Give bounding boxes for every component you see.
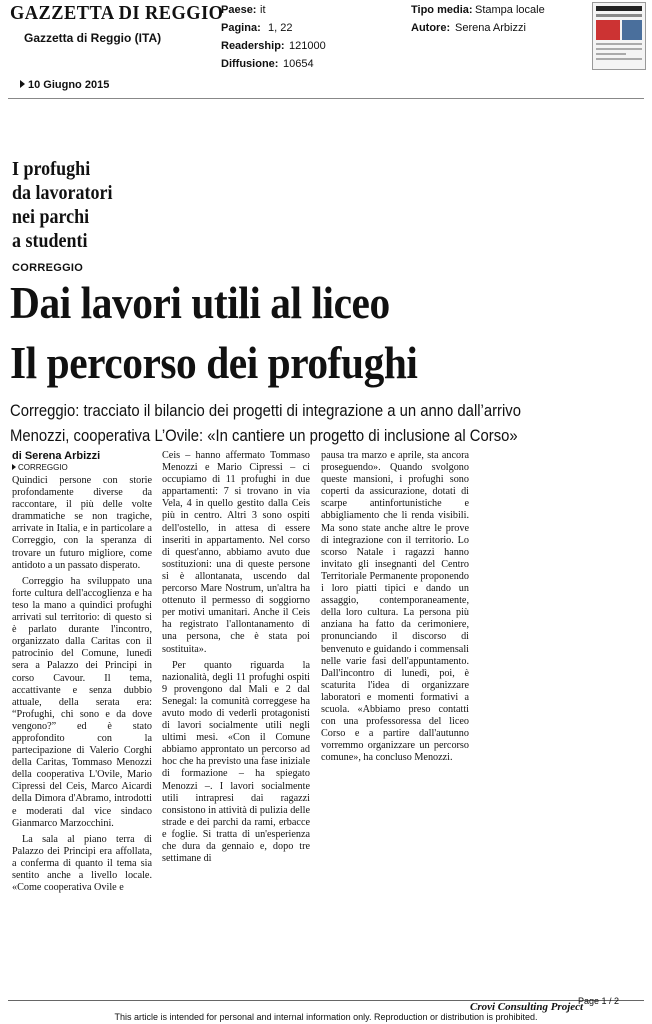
article-column-2 [162, 450, 310, 865]
paragraph: La sala al piano terra di Palazzo dei Principi era affollata, a conferma di quanto il tema sia sentito anche a livello locale. «Come cooperativa Ovile e [12, 833, 152, 894]
meta-autore-label: Autore: [411, 22, 451, 34]
paragraph: pausa tra marzo e aprile, sta ancora proseguendo». Quando svolgono queste mansioni, i profughi sono coperti da assicurazione, dotati di scarpe antinfortunistiche e abbigliamento che li renda visibili. Ma sono state anche altre le prove di integrazione con il territorio. Lo scorso Natale i ragazzi hanno invitato gli insegnanti del Centro Territoriale Permanente proponendo i loro piatti tipici e dando un assaggio, contemporaneamente, della loro cultura. La persona più anziana ha fatto da cerimoniere, pronunciando il discorso di benvenuto e guidando i commensali nelle varie fasi dell'appuntamento. Dall'incontro di lunedì, poi, è scaturita l'idea di organizzare laboratori e momenti formativi a scuola. «Abbiamo preso contatti con una professoressa del liceo Corso e a partire dall'autunno vorremmo organizzare un percorso comune», ha concluso Menozzi. [321, 450, 469, 764]
article-column-1 [12, 475, 152, 894]
meta-readership-label: Readership: [221, 40, 285, 52]
kicker-line: I profughi [12, 158, 91, 180]
kicker [12, 157, 192, 253]
triangle-bullet-icon [12, 464, 16, 470]
paragraph: Correggio ha sviluppato una forte cultura dell'accoglienza e ha teso la mano a quindici profughi arrivati sul territorio: di questo si è parlato durante l'incontro, organizzato dalla Caritas con il patrocinio del Comune, lunedì sera a Palazzo dei Principi in corso Cavour. Il tema, accattivante e senza dubbio attuale, della serata era: “Profughi, chi sono e da dove vengono?” ed è stato approfondito con la partecipazione di Valerio Corghi della Caritas, Tommaso Menozzi della cooperativa L'Ovile, Mario Cipressi del Ceis, Marco Aicardi della Dimora d'Abramo, introdotti e moderati dal vice sindaco Gianmarco Marzocchini. [12, 575, 152, 829]
subhead: Menozzi, cooperativa L’Ovile: «In cantiere un progetto di inclusione al Corso» [10, 427, 518, 445]
meta-paese-value: it [260, 4, 266, 16]
byline: di Serena Arbizzi [12, 450, 101, 462]
header-divider [8, 98, 644, 99]
meta-tipo-value: Stampa locale [475, 4, 545, 16]
place-label: CORREGGIO [12, 262, 84, 274]
publication-date-text: 10 Giugno 2015 [28, 79, 110, 91]
subhead: Correggio: tracciato il bilancio dei progetti di integrazione a un anno dall’arrivo [10, 402, 521, 420]
byline-tag-text: CORREGGIO [18, 463, 68, 472]
paragraph: Ceis – hanno affermato Tommaso Menozzi e Mario Cipressi – ci occupiamo di 11 profughi in due appartamenti: 7 si trovano in via Vela, 4 in quello gestito dalla Ceis più in centro. Altri 3 sono ospiti dell'ostello, in attesa di essere inseriti in appartamento. Nel corso di quest'anno, abbiamo avuto due sostituzioni: una di queste persone si è allontanata, uscendo dal percorso Mare Nostrum, un'altra ha ottenuto il permesso di soggiorno per motivi umanitari. Anche il Ceis ha registrato l'allontanamento di una persona, che è stata poi sostituita». [162, 450, 310, 655]
meta-paese-label: Paese: [221, 4, 257, 16]
meta-diffusione-label: Diffusione: [221, 58, 279, 70]
triangle-bullet-icon [20, 80, 25, 88]
paragraph: Quindici persone con storie profondamente diverse da raccontare, il più delle volte drammatiche se non tragiche, arrivate in Italia, e in particolare a Correggio, con la speranza di trovare un futuro migliore, come antidoto a un passato disperato. [12, 475, 152, 571]
kicker-line: da lavoratori [12, 182, 113, 204]
meta-pagina-label: Pagina: [221, 22, 261, 34]
meta-pagina-value: 1, 22 [268, 22, 293, 34]
masthead-logo: GAZZETTA DI REGGIO [10, 2, 224, 24]
meta-tipo-label: Tipo media: [411, 4, 473, 16]
footer-brand: Crovi Consulting Project [470, 1001, 584, 1013]
page-thumbnail[interactable] [592, 2, 646, 70]
kicker-line: a studenti [12, 230, 88, 252]
article-column-3 [321, 450, 469, 764]
kicker-line: nei parchi [12, 206, 90, 228]
disclaimer: This article is intended for personal and internal information only. Reproduction or distribution is prohibited. [114, 1012, 538, 1022]
meta-diffusione-value: 10654 [283, 58, 314, 70]
byline-tag [12, 463, 68, 472]
source-name: Gazzetta di Reggio (ITA) [24, 31, 162, 45]
headline-line: Il percorso dei profughi [10, 337, 418, 388]
publication-date [20, 79, 109, 91]
page-number: Page 1 / 2 [578, 996, 620, 1006]
meta-readership-value: 121000 [289, 40, 326, 52]
meta-autore-value: Serena Arbizzi [455, 22, 526, 34]
headline-line: Dai lavori utili al liceo [10, 277, 390, 328]
paragraph: Per quanto riguarda la nazionalità, degli 11 profughi ospiti 9 provengono dal Mali e 2 dal Senegal: la comunità correggese ha avuto modo di vederli protagonisti di lavori socialmente utili negli ultimi mesi. «Con il Comune abbiamo approntato un percorso ad hoc che ha previsto una fase iniziale di formazione – ha spiegato Menozzi –. I lavori socialmente utili intrapresi dai ragazzi consistono in attività di pulizia delle strade e dei parchi da rami, erbacce e foglie. Si tratta di un'esperienza che dura da gennaio e, dopo tre settimane di [162, 659, 310, 865]
